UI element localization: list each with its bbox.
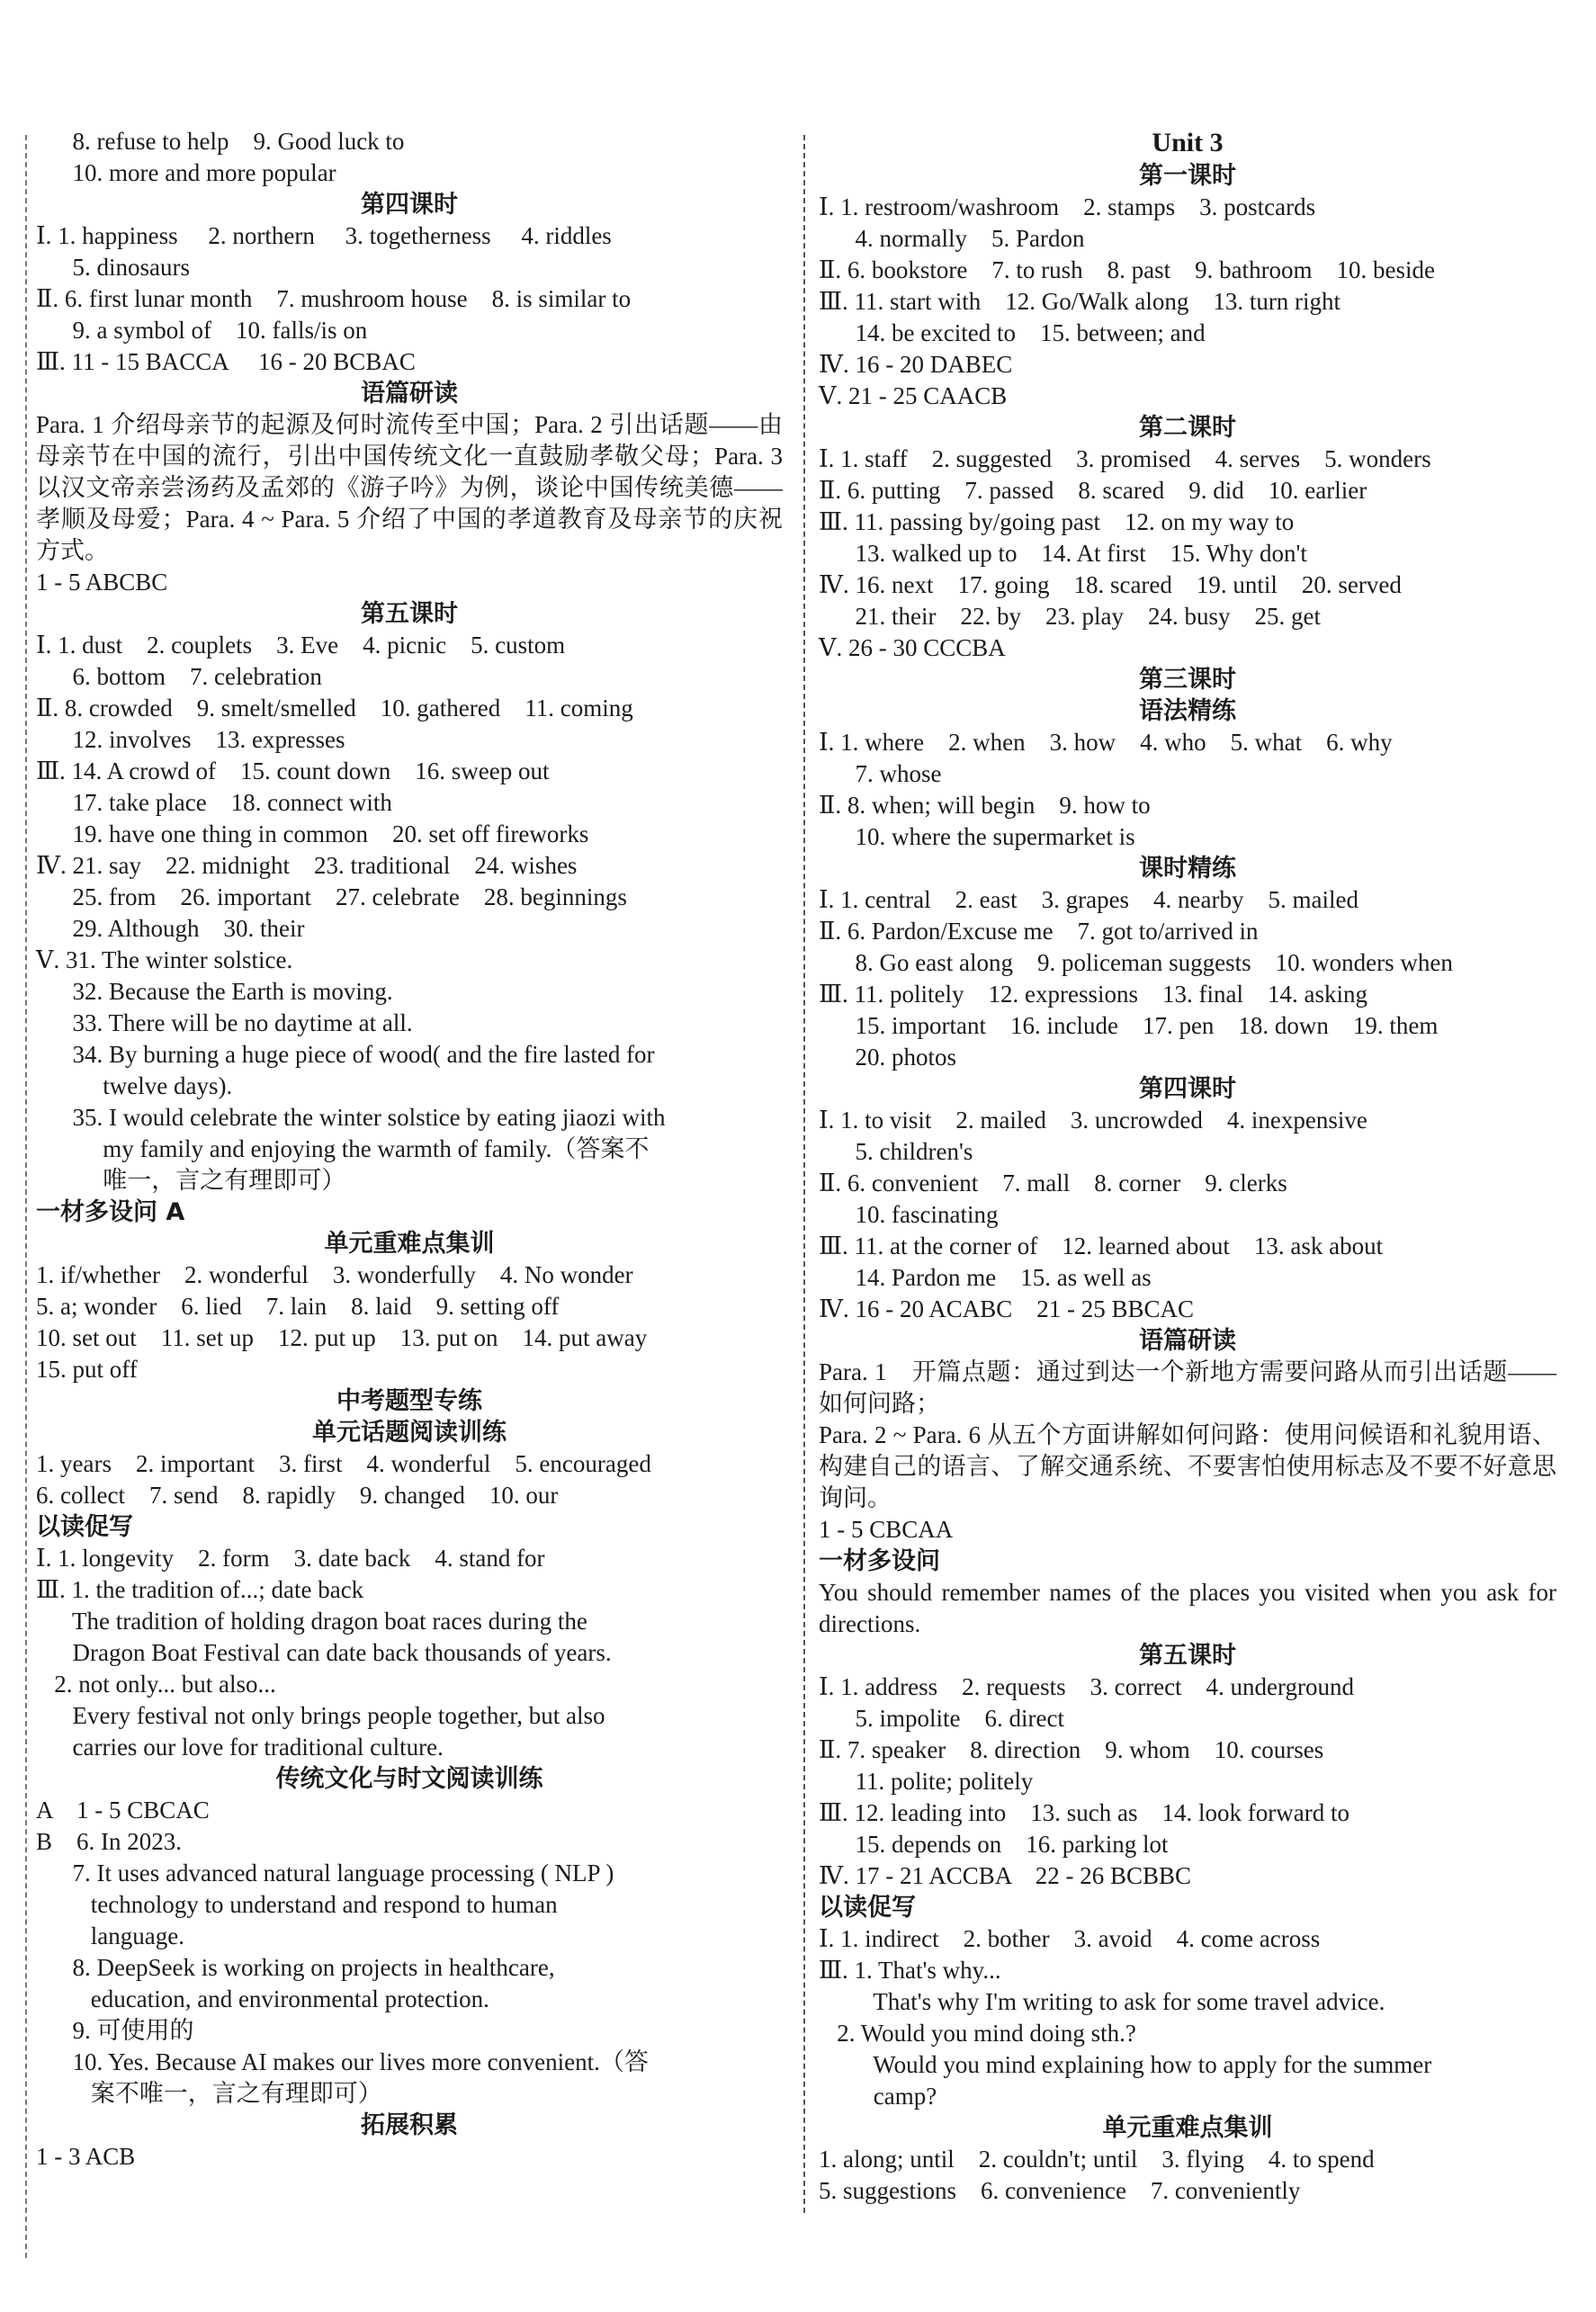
answer-line: 34. By burning a huge piece of wood( and the fire lasted for bbox=[36, 1041, 655, 1068]
answer-line: 11. polite; politely bbox=[819, 1768, 1034, 1795]
answer-line: 8. refuse to help 9. Good luck to bbox=[36, 128, 405, 155]
right-column bbox=[819, 126, 1556, 2207]
answer-line: 1. years 2. important 3. first 4. wonderful 5. encouraged bbox=[36, 1450, 651, 1477]
answer-line: Ⅳ. 16. next 17. going 18. scared 19. until 20. served bbox=[819, 571, 1402, 598]
answer-line: 4. normally 5. Pardon bbox=[819, 225, 1085, 252]
column-divider bbox=[803, 135, 805, 2213]
answer-line: Ⅴ. 31. The winter solstice. bbox=[36, 946, 293, 973]
answer-line: 29. Although 30. their bbox=[36, 915, 305, 942]
answer-line: 32. Because the Earth is moving. bbox=[36, 978, 393, 1005]
answer-line: 5. impolite 6. direct bbox=[819, 1705, 1064, 1732]
answer-line: Ⅲ. 11. at the corner of 12. learned about 13. ask about bbox=[819, 1232, 1384, 1259]
answer-line: 5. a; wonder 6. lied 7. lain 8. laid 9. setting off bbox=[36, 1293, 560, 1320]
answer-line: Ⅱ. 6. convenient 7. mall 8. corner 9. clerks bbox=[819, 1169, 1287, 1196]
answer-line: 19. have one thing in common 20. set off fireworks bbox=[36, 820, 589, 847]
answer-line: education, and environmental protection. bbox=[36, 1985, 489, 2012]
answer-line: 1 - 5 CBCAA bbox=[819, 1516, 954, 1543]
answer-line: That's why I'm writing to ask for some travel advice. bbox=[819, 1988, 1385, 2015]
answer-line: Ⅲ. 1. the tradition of...; date back bbox=[36, 1576, 364, 1603]
answer-line: 10. fascinating bbox=[819, 1201, 999, 1228]
answer-line: 12. involves 13. expresses bbox=[36, 726, 345, 753]
answer-line: 唯一，言之有理即可） bbox=[36, 1167, 346, 1194]
answer-line: Ⅲ. 11. politely 12. expressions 13. final 14. asking bbox=[819, 981, 1367, 1008]
answer-line: 14. Pardon me 15. as well as bbox=[819, 1264, 1152, 1291]
answer-line: Ⅳ. 17 - 21 ACCBA 22 - 26 BCBBC bbox=[819, 1862, 1192, 1889]
subsection-heading: 一材多设问 A bbox=[36, 1198, 185, 1226]
answer-line: Ⅲ. 11. start with 12. Go/Walk along 13. turn right bbox=[819, 288, 1341, 315]
answer-line: The tradition of holding dragon boat races during the bbox=[36, 1608, 587, 1635]
section-heading: 第一课时 bbox=[1139, 162, 1236, 190]
answer-line: 10. set out 11. set up 12. put up 13. put on 14. put away bbox=[36, 1324, 648, 1351]
subsection-heading: 以读促写 bbox=[819, 1894, 916, 1922]
answer-line: 9. 可使用的 bbox=[36, 2017, 194, 2044]
section-heading: 语篇研读 bbox=[361, 380, 458, 408]
answer-line: Ⅰ. 1. restroom/washroom 2. stamps 3. postcards bbox=[819, 193, 1316, 220]
unit-title: Unit 3 bbox=[1152, 128, 1224, 157]
answer-line: Ⅳ. 16 - 20 ACABC 21 - 25 BBCAC bbox=[819, 1295, 1195, 1322]
summary-paragraph: Para. 2 ~ Para. 6 从五个方面讲解如何问路：使用问候语和礼貌用语、构建自己的语言、了解交通系统、不要害怕使用标志及不要不好意思询问。 bbox=[819, 1421, 1556, 1511]
answer-line: 2. not only... but also... bbox=[36, 1671, 276, 1698]
answer-line: 1 - 3 ACB bbox=[36, 2143, 136, 2170]
answer-line: 1. if/whether 2. wonderful 3. wonderfully 4. No wonder bbox=[36, 1261, 633, 1288]
answer-line: Would you mind explaining how to apply for the summer bbox=[819, 2051, 1432, 2078]
answer-line: 5. suggestions 6. convenience 7. conveniently bbox=[819, 2177, 1301, 2204]
answer-line: Ⅰ. 1. address 2. requests 3. correct 4. underground bbox=[819, 1673, 1355, 1700]
answer-line: technology to understand and respond to human bbox=[36, 1891, 558, 1918]
answer-line: 6. bottom 7. celebration bbox=[36, 663, 322, 690]
section-heading: 课时精练 bbox=[1139, 855, 1236, 883]
answer-line: Ⅴ. 26 - 30 CCCBA bbox=[819, 634, 1006, 661]
section-heading: 单元话题阅读训练 bbox=[312, 1419, 507, 1447]
subsection-heading: 以读促写 bbox=[36, 1513, 133, 1541]
section-heading: 语篇研读 bbox=[1139, 1327, 1236, 1355]
answer-line: Ⅱ. 6. bookstore 7. to rush 8. past 9. bathroom 10. beside bbox=[819, 256, 1436, 283]
answer-line: 9. a symbol of 10. falls/is on bbox=[36, 317, 368, 344]
answer-line: Ⅴ. 21 - 25 CAACB bbox=[819, 382, 1008, 409]
answer-line: 15. important 16. include 17. pen 18. down 19. them bbox=[819, 1012, 1439, 1039]
answer-line: Ⅰ. 1. to visit 2. mailed 3. uncrowded 4. inexpensive bbox=[819, 1107, 1367, 1134]
answer-line: Ⅰ. 1. staff 2. suggested 3. promised 4. serves 5. wonders bbox=[819, 445, 1431, 472]
answer-line: carries our love for traditional culture. bbox=[36, 1734, 444, 1761]
answer-line: Ⅱ. 8. when; will begin 9. how to bbox=[819, 792, 1151, 819]
answer-line: 7. whose bbox=[819, 760, 942, 787]
answer-line: 20. photos bbox=[819, 1044, 957, 1071]
section-heading: 传统文化与时文阅读训练 bbox=[275, 1765, 543, 1793]
answer-line: Ⅱ. 8. crowded 9. smelt/smelled 10. gathered 11. coming bbox=[36, 694, 633, 721]
answer-line: Ⅲ. 11 - 15 BACCA 16 - 20 BCBAC bbox=[36, 348, 416, 375]
section-heading: 拓展积累 bbox=[361, 2111, 458, 2139]
answer-line: 1 - 5 ABCBC bbox=[36, 569, 168, 596]
answer-line: 8. Go east along 9. policeman suggests 10. wonders when bbox=[819, 949, 1453, 976]
answer-line: twelve days). bbox=[36, 1072, 233, 1099]
answer-line: Ⅱ. 6. Pardon/Excuse me 7. got to/arrived in bbox=[819, 918, 1259, 945]
section-heading: 单元重难点集训 bbox=[324, 1230, 495, 1258]
answer-line: 7. It uses advanced natural language processing ( NLP ) bbox=[36, 1859, 614, 1886]
answer-line: 33. There will be no daytime at all. bbox=[36, 1009, 413, 1036]
page-edge-rule bbox=[25, 135, 27, 2258]
answer-line: Ⅱ. 6. putting 7. passed 8. scared 9. did 10. earlier bbox=[819, 477, 1367, 504]
answer-line: Ⅰ. 1. where 2. when 3. how 4. who 5. what 6. why bbox=[819, 729, 1393, 756]
summary-paragraph: You should remember names of the places you visited when you ask for directions. bbox=[819, 1579, 1556, 1637]
answer-line: Ⅱ. 7. speaker 8. direction 9. whom 10. courses bbox=[819, 1736, 1324, 1763]
answer-line: language. bbox=[36, 1922, 184, 1949]
answer-line: 8. DeepSeek is working on projects in healthcare, bbox=[36, 1954, 555, 1981]
answer-line: Ⅲ. 12. leading into 13. such as 14. look forward to bbox=[819, 1799, 1349, 1826]
answer-line: 25. from 26. important 27. celebrate 28. beginnings bbox=[36, 883, 627, 910]
answer-line: 13. walked up to 14. At first 15. Why don't bbox=[819, 540, 1307, 567]
section-heading: 第五课时 bbox=[1139, 1642, 1236, 1670]
section-heading: 单元重难点集训 bbox=[1102, 2114, 1273, 2142]
answer-line: Ⅰ. 1. indirect 2. bother 3. avoid 4. come across bbox=[819, 1925, 1321, 1952]
answer-line: Ⅰ. 1. central 2. east 3. grapes 4. nearby 5. mailed bbox=[819, 886, 1358, 913]
answer-line: 1. along; until 2. couldn't; until 3. flying 4. to spend bbox=[819, 2146, 1375, 2173]
section-heading: 第二课时 bbox=[1139, 414, 1236, 442]
answer-line: Ⅰ. 1. dust 2. couplets 3. Eve 4. picnic 5. custom bbox=[36, 632, 566, 659]
answer-line: 5. dinosaurs bbox=[36, 254, 190, 281]
answer-line: Ⅲ. 11. passing by/going past 12. on my way to bbox=[819, 508, 1295, 535]
answer-line: 10. more and more popular bbox=[36, 159, 336, 186]
answer-line: A 1 - 5 CBCAC bbox=[36, 1797, 210, 1824]
answer-line: 6. collect 7. send 8. rapidly 9. changed 10. our bbox=[36, 1482, 559, 1509]
answer-line: 案不唯一，言之有理即可） bbox=[36, 2080, 382, 2107]
answer-line: B 6. In 2023. bbox=[36, 1828, 182, 1855]
answer-line: 17. take place 18. connect with bbox=[36, 789, 392, 816]
answer-line: Every festival not only brings people together, but also bbox=[36, 1702, 605, 1729]
section-heading: 语法精练 bbox=[1139, 697, 1236, 725]
summary-paragraph: Para. 1 介绍母亲节的起源及何时流传至中国；Para. 2 引出话题——由母亲节在中国的流行，引出中国传统文化一直鼓励孝敬父母；Para. 3 以汉文帝亲尝汤药及孟郊的《游子吟》为例，谈论中国传统美德——孝顺及母爱；Para. 4 ~ Para. 5 介绍了中国的孝道教育及母亲节的庆祝方式。 bbox=[36, 411, 783, 564]
section-heading: 第五课时 bbox=[361, 600, 458, 628]
answer-line: 21. their 22. by 23. play 24. busy 25. get bbox=[819, 603, 1321, 630]
answer-line: my family and enjoying the warmth of family.（答案不 bbox=[36, 1135, 650, 1162]
answer-line: 14. be excited to 15. between; and bbox=[819, 319, 1206, 346]
subsection-heading: 一材多设问 bbox=[819, 1547, 940, 1575]
answer-line: 35. I would celebrate the winter solstice by eating jiaozi with bbox=[36, 1104, 666, 1131]
answer-line: Dragon Boat Festival can date back thousands of years. bbox=[36, 1639, 612, 1666]
answer-line: Ⅰ. 1. longevity 2. form 3. date back 4. stand for bbox=[36, 1545, 545, 1572]
answer-line: 10. Yes. Because AI makes our lives more convenient.（答 bbox=[36, 2048, 649, 2075]
answer-line: 15. depends on 16. parking lot bbox=[819, 1831, 1169, 1858]
left-column bbox=[36, 126, 783, 2173]
answer-line: Ⅲ. 1. That's why... bbox=[819, 1957, 1001, 1984]
answer-line: Ⅱ. 6. first lunar month 7. mushroom house 8. is similar to bbox=[36, 285, 632, 312]
section-heading: 第四课时 bbox=[1139, 1075, 1236, 1103]
summary-paragraph: Para. 1 开篇点题：通过到达一个新地方需要问路从而引出话题——如何问路； bbox=[819, 1358, 1556, 1417]
answer-line: Ⅳ. 21. say 22. midnight 23. traditional 24. wishes bbox=[36, 852, 578, 879]
answer-line: Ⅰ. 1. happiness 2. northern 3. togetherness 4. riddles bbox=[36, 222, 612, 249]
answer-line: camp? bbox=[819, 2083, 937, 2110]
answer-line: 5. children's bbox=[819, 1138, 973, 1165]
answer-line: 2. Would you mind doing sth.? bbox=[819, 2020, 1136, 2047]
section-heading: 第三课时 bbox=[1139, 666, 1236, 694]
section-heading: 第四课时 bbox=[361, 191, 458, 219]
answer-line: 10. where the supermarket is bbox=[819, 823, 1135, 850]
section-heading: 中考题型专练 bbox=[336, 1387, 482, 1415]
answer-line: Ⅳ. 16 - 20 DABEC bbox=[819, 351, 1013, 378]
answer-line: Ⅲ. 14. A crowd of 15. count down 16. sweep out bbox=[36, 757, 550, 784]
answer-line: 15. put off bbox=[36, 1356, 138, 1383]
